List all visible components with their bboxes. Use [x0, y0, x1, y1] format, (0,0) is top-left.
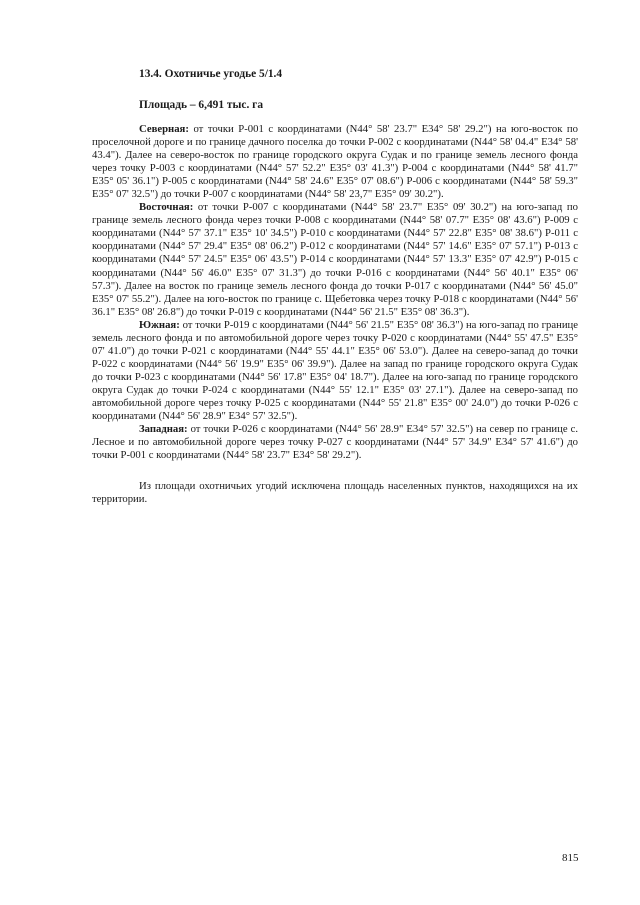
boundary-west-label: Западная: [139, 423, 188, 436]
area-line: Площадь – 6,491 тыс. га [139, 99, 264, 111]
boundary-south-label: Южная: [139, 318, 180, 331]
boundary-west-paragraph [92, 423, 578, 462]
document-body [92, 123, 578, 506]
boundary-north-paragraph [92, 123, 578, 201]
closing-note: Из площади охотничьих угодий исключена площадь населенных пунктов, находящихся на их территории. [92, 480, 578, 506]
boundary-south-text: от точки Р-019 с координатами (N44° 56' 21.5" E35° 08' 36.3") на юго-запад по границе земель лесного фонда и по автомобильной дороге через точку Р-020 с координатами (N44° 55' 47.5" E35° 07' 41.0") до точки Р-021 с координатами (N44° 55' 44.1" E35° 06' 53.0"). Далее на северо-запад до точки Р-022 с координатами (N44° 56' 19.9" E35° 06' 39.9"). Далее на запад по границе городского округа Судак до точки Р-023 с координатами (N44° 56' 17.8" E35° 04' 18.7"). Далее на юго-запад по границе городского округа Судак до точки Р-024 с координатами (N44° 55' 12.1" E35° 03' 27.1"). Далее на северо-запад по автомобильной дороге через точку Р-025 с координатами (N44° 55' 21.8" E35° 00' 24.0") до точки Р-026 с координатами (N44° 56' 28.9" E34° 57' 32.5"). [92, 318, 578, 423]
boundary-north-label: Северная: [139, 123, 189, 135]
boundary-west-text: от точки Р-026 с координатами (N44° 56' 28.9" E34° 57' 32.5") на север по границе с. Лесное и по автомобильной дороге через точку Р-027 с координатами (N44° 57' 34.9" E34° 57' 41.6") до точки Р-001 с координатами (N44° 58' 23.7" E34° 58' 29.2"). [92, 423, 578, 462]
page-number: 815 [562, 852, 579, 864]
section-title: 13.4. Охотничье угодье 5/1.4 [139, 68, 283, 80]
boundary-east-paragraph [92, 201, 578, 318]
boundary-south-paragraph [92, 319, 578, 423]
boundary-east-label: Восточная: [139, 201, 194, 214]
boundary-east-text: от точки Р-007 с координатами (N44° 58' 23.7" E35° 09' 30.2") на юго-запад по границе земель лесного фонда через точки Р-008 с координатами (N44° 58' 07.7" E35° 08' 43.6") Р-009 с координатами (N44° 57' 37.1" E35° 10' 34.5") Р-010 с координатами (N44° 57' 22.8" E35° 08' 38.6") Р-011 с координатами (N44° 57' 29.4" E35° 08' 06.2") Р-012 с координатами (N44° 57' 14.6" E35° 07' 57.1") Р-013 с координатами (N44° 57' 24.5" E35° 06' 43.5") Р-014 с координатами (N44° 57' 13.3" E35° 07' 42.9") Р-015 с координатами (N44° 56' 46.0" E35° 07' 31.3") до точки Р-016 с координатами (N44° 56' 40.1" E35° 06' 57.3"). Далее на восток по границе земель лесного фонда до точки Р-017 с координатами (N44° 56' 45.0" E35° 07' 55.2"). Далее на юго-восток по границе с. Щебетовка через точку Р-018 с координатами (N44° 56' 36.1" E35° 08' 26.8") до точки Р-019 с координатами (N44° 56' 21.5" E35° 08' 36.3"). [92, 201, 578, 318]
boundary-north-text: от точки Р-001 с координатами (N44° 58' 23.7" E34° 58' 29.2") на юго-восток по проселочной дороге и по границе дачного поселка до точки Р-002 с координатами (N44° 58' 04.4" E34° 58' 43.4"). Далее на северо-восток по границе городского округа Судак и по границе земель лесного фонда через точку Р-003 с координатами (N44° 57' 52.2" E35° 03' 41.3") Р-004 с координатами (N44° 58' 41.7" E35° 05' 36.1") Р-005 с координатами (N44° 58' 24.6" E35° 07' 08.6") Р-006 с координатами (N44° 58' 59.3" E35° 07' 32.5") до точки Р-007 с координатами (N44° 58' 23,7" E35° 09' 30.2"). [92, 123, 578, 201]
